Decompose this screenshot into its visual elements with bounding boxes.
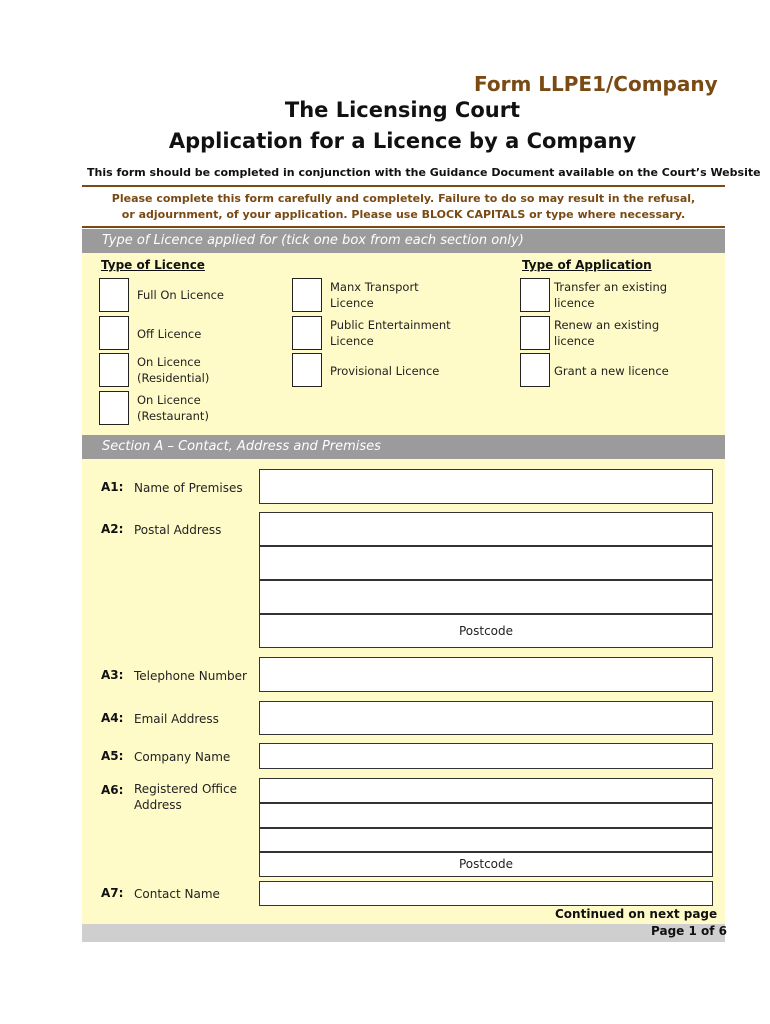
label-line: Public Entertainment — [330, 318, 451, 332]
page-subtitle: Application for a Licence by a Company — [168, 129, 637, 153]
name-of-premises-input[interactable] — [259, 469, 713, 504]
page-title: The Licensing Court — [284, 98, 521, 122]
field-code-a5: A5: — [101, 749, 124, 763]
label-line: Provisional Licence — [330, 364, 440, 378]
checkbox-on-licence-restaurant[interactable] — [99, 391, 129, 425]
label-off-licence — [137, 326, 201, 342]
label-line: licence — [554, 296, 595, 310]
checkbox-on-licence-residential[interactable] — [99, 353, 129, 387]
guidance-note: This form should be completed in conjunction with the Guidance Document available on the Court’s Website — [87, 166, 761, 179]
label-line: Transfer an existing — [554, 280, 668, 294]
divider — [82, 226, 725, 228]
form-id: Form LLPE1/Company — [474, 72, 718, 96]
checkbox-grant-new-licence[interactable] — [520, 353, 550, 387]
continued-note: Continued on next page — [555, 907, 718, 921]
label-transfer-licence — [554, 279, 667, 311]
label-line: Off Licence — [137, 327, 202, 341]
footer-bar — [82, 924, 725, 942]
label-line: Licence — [330, 296, 374, 310]
field-label-postal-address: Postal Address — [134, 523, 222, 537]
label-line: Manx Transport — [330, 280, 419, 294]
checkbox-renew-licence[interactable] — [520, 316, 550, 350]
telephone-input[interactable] — [259, 657, 713, 692]
label-line: Grant a new licence — [554, 364, 669, 378]
registered-office-line-3[interactable] — [259, 828, 713, 852]
postal-address-postcode-row[interactable] — [259, 614, 713, 648]
postal-address-line-3[interactable] — [259, 580, 713, 614]
checkbox-off-licence[interactable] — [99, 316, 129, 350]
postcode-label: Postcode — [458, 624, 514, 638]
field-label-name-of-premises: Name of Premises — [134, 481, 243, 495]
postal-address-line-2[interactable] — [259, 546, 713, 580]
label-public-entertainment-licence — [330, 317, 451, 349]
company-name-input[interactable] — [259, 743, 713, 769]
type-of-application-heading: Type of Application — [522, 258, 652, 272]
section-a-heading: Section A – Contact, Address and Premises — [82, 435, 725, 459]
label-line: Licence — [330, 334, 374, 348]
field-code-a6: A6: — [101, 783, 124, 797]
label-grant-new-licence — [554, 363, 669, 379]
field-label-contact-name: Contact Name — [134, 887, 220, 901]
licence-section-heading: Type of Licence applied for (tick one box from each section only) — [82, 229, 725, 253]
label-line: (Restaurant) — [137, 409, 209, 423]
checkbox-full-on-licence[interactable] — [99, 278, 129, 312]
field-label-email: Email Address — [134, 712, 219, 726]
label-line: Full On Licence — [137, 288, 225, 302]
label-line: On Licence — [137, 393, 201, 407]
checkbox-manx-transport-licence[interactable] — [292, 278, 322, 312]
label-line: Registered Office — [134, 782, 237, 796]
registered-office-line-1[interactable] — [259, 778, 713, 803]
field-code-a7: A7: — [101, 886, 124, 900]
label-provisional-licence — [330, 363, 439, 379]
divider — [82, 185, 725, 187]
label-line: licence — [554, 334, 595, 348]
checkbox-public-entertainment-licence[interactable] — [292, 316, 322, 350]
label-line: (Residential) — [137, 371, 210, 385]
label-line: On Licence — [137, 355, 201, 369]
label-manx-transport-licence — [330, 279, 419, 311]
warning-line-1: Please complete this form carefully and completely. Failure to do so may result in the refusal, — [111, 192, 696, 205]
label-full-on-licence — [137, 287, 224, 303]
field-code-a1: A1: — [101, 480, 124, 494]
warning-line-2: or adjournment, of your application. Please use BLOCK CAPITALS or type where necessary. — [121, 208, 686, 221]
email-input[interactable] — [259, 701, 713, 735]
contact-name-input[interactable] — [259, 881, 713, 906]
field-code-a4: A4: — [101, 711, 124, 725]
field-label-telephone: Telephone Number — [134, 669, 247, 683]
page-number: Page 1 of 6 — [651, 924, 727, 938]
label-on-licence-restaurant — [137, 392, 209, 424]
registered-office-postcode-row[interactable] — [259, 852, 713, 877]
field-code-a3: A3: — [101, 668, 124, 682]
label-line: Renew an existing — [554, 318, 660, 332]
field-label-company-name: Company Name — [134, 750, 231, 764]
checkbox-provisional-licence[interactable] — [292, 353, 322, 387]
postcode-label: Postcode — [458, 857, 514, 871]
type-of-licence-heading: Type of Licence — [101, 258, 205, 272]
label-on-licence-residential — [137, 354, 209, 386]
postal-address-line-1[interactable] — [259, 512, 713, 546]
field-code-a2: A2: — [101, 522, 124, 536]
label-renew-licence — [554, 317, 659, 349]
checkbox-transfer-licence[interactable] — [520, 278, 550, 312]
label-line: Address — [134, 798, 182, 812]
registered-office-line-2[interactable] — [259, 803, 713, 828]
field-label-registered-office — [134, 781, 237, 813]
